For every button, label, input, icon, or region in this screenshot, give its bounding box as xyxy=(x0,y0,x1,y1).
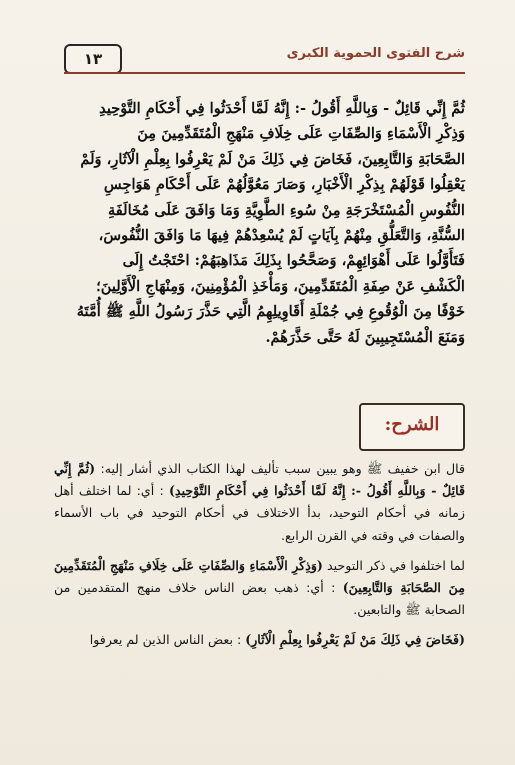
header-divider xyxy=(64,72,465,74)
commentary-body: : أي: لما اختلف أهل زمانه في أحكام التوحيد، بدأ الاختلاف في أحكام التوحيد في باب الأسماء والصفات في وقته في القرن الرابع. xyxy=(54,483,465,543)
main-text-line: خَوْفًا مِنَ الْوُقُوعِ فِي جُمْلَةِ أَقَاوِيلِهِمُ الَّتِي حَذَّرَ رَسُولُ اللَّهِ ﷺ أُمَّتَهُ xyxy=(76,303,465,321)
commentary-paragraph xyxy=(54,629,465,651)
running-title: شرح الفتوى الحموية الكبرى xyxy=(286,46,465,61)
commentary-quote: (ثُمَّ إِنِّي قَائِلٌ - وَبِاللَّهِ أَقُولُ -: إِنَّهُ لَمَّا أَحْدَثُوا فِي أَحْكَامِ التَّوْحِيدِ) xyxy=(54,461,465,499)
commentary-heading: الشرح: xyxy=(384,414,440,435)
main-text-line: الصَّحَابَةِ وَالتَّابِعِينَ، فَخَاضَ فِي ذَلِكَ مَنْ لَمْ يَعْرِفُوا بِعِلْمِ الْآثَارِ، وَلَمْ xyxy=(80,150,465,168)
main-text-line: ثُمَّ إِنِّي قَائِلٌ - وَبِاللَّهِ أَقُولُ -: إِنَّهُ لَمَّا أَحْدَثُوا فِي أَحْكَامِ التَّوْحِيدِ xyxy=(99,100,465,117)
commentary-body: : بعض الناس الذين لم يعرفوا xyxy=(89,632,242,648)
commentary-paragraph xyxy=(54,458,465,547)
commentary-body: : أي: ذهب بعض الناس خلاف منهج المتقدمين من الصحابة ﷺ والتابعين. xyxy=(54,580,465,618)
main-text xyxy=(54,96,465,350)
commentary-text xyxy=(54,458,465,660)
main-text-line: فَتَأَوَّلُوا عَلَى أَهْوَائِهِمْ، وَصَحَّحُوا بِذَلِكَ مَذَاهِبَهُمْ: احْتَجْتُ إِلَى xyxy=(122,252,465,270)
main-text-line: وَمَنَعَ الْمُسْتَجِيبِينَ لَهُ حَتَّى حَذَّرَهُمْ. xyxy=(265,328,465,346)
commentary-intro: قال ابن خفيف ﷺ وهو يبين سبب تأليف لهذا الكتاب الذي أشار إليه: xyxy=(100,461,465,476)
main-text-line: وَذِكْرِ الْأَسْمَاءِ وَالصِّفَاتِ عَلَى خِلَافِ مَنْهَجِ الْمُتَقَدِّمِينَ مِنَ xyxy=(137,125,465,143)
commentary-paragraph xyxy=(54,555,465,622)
commentary-quote: (وَذِكْرِ الْأَسْمَاءِ وَالصِّفَاتِ عَلَى خِلَافِ مَنْهَجِ الْمُتَقَدِّمِينَ مِنَ الصَّحَابَةِ وَالتَّابِعِينَ) xyxy=(54,557,465,596)
commentary-intro: لما اختلفوا في ذكر التوحيد xyxy=(327,557,465,573)
main-text-line: الْكَشْفِ عَنْ صِفَةِ الْمُتَقَدِّمِينَ، وَمَأْخَذِ الْمُؤْمِنِينَ، وَمِنْهَاجِ الْأَوَّلِينَ؛ xyxy=(96,277,465,295)
page-number: ١٣ xyxy=(64,44,122,74)
main-text-line: يَعْقِلُوا قَوْلَهُمْ بِذِكْرِ الْأَخْبَارِ، وَصَارَ مَعُوَّلُهُمْ عَلَى أَحْكَامِ هَوَاجِسِ xyxy=(103,176,465,194)
commentary-heading-box xyxy=(359,403,465,451)
main-text-line: السُّنَّةِ، وَالتَّعَلُّقِ مِنْهُمْ بِآيَاتٍ لَمْ يُسْعِدْهُمْ فِيهَا مَا وَافَقَ النُّفُوسَ، xyxy=(98,227,465,245)
commentary-quote: (فَخَاضَ فِي ذَلِكَ مَنْ لَمْ يَعْرِفُوا بِعِلْمِ الْآثَارِ) xyxy=(245,632,465,648)
main-text-line: النُّفُوسِ الْمُسْتَخْرَجَةِ مِنْ سُوءِ الطَّوِيَّةِ وَمَا وَافَقَ عَلَى مُخَالَفَةِ xyxy=(107,201,465,219)
